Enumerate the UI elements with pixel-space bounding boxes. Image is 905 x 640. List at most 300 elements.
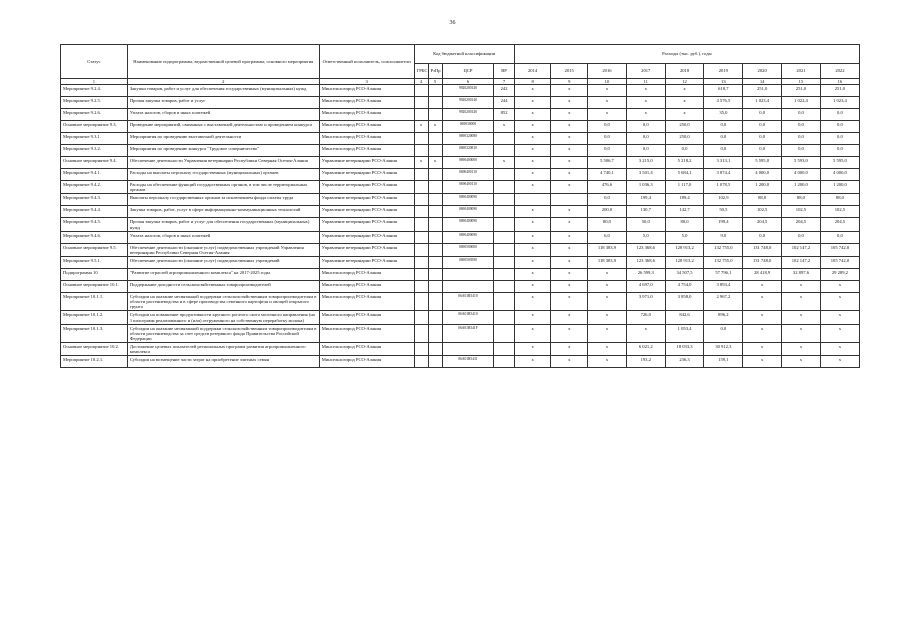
cell-year-2014: x <box>514 109 551 121</box>
cell-year-2021: x <box>782 280 821 292</box>
cell-grbs <box>414 145 428 157</box>
cell-year-2020: 1 023,4 <box>743 97 782 109</box>
cell-name: Расходы на выплаты персоналу государственных (муниципальных) органов <box>127 169 319 181</box>
column-number: 14 <box>743 79 782 85</box>
table-row <box>61 169 860 181</box>
cell-year-2019: 3 313,1 <box>704 157 743 169</box>
cell-year-2015: x <box>551 243 588 256</box>
cell-vr: 852 <box>494 109 514 121</box>
cell-year-2021: x <box>782 343 821 356</box>
cell-year-2021: 0,0 <box>782 121 821 133</box>
cell-csr: 06А01R5431 <box>442 356 494 368</box>
column-number: 1 <box>61 79 128 85</box>
cell-executor: Минсельхозпрод РСО-Алания <box>319 356 414 368</box>
cell-year-2020: 251,0 <box>743 85 782 97</box>
cell-status: Мероприятие 10.2.1. <box>61 356 128 368</box>
cell-year-2022: x <box>820 311 859 324</box>
cell-csr: 0690400090 <box>442 218 494 231</box>
cell-csr: 06А01R5410 <box>442 311 494 324</box>
cell-year-2015: x <box>551 231 588 243</box>
cell-year-2018: 18 033,3 <box>665 343 704 356</box>
cell-grbs <box>414 194 428 206</box>
table-row <box>61 157 860 169</box>
cell-year-2020: x <box>743 343 782 356</box>
cell-year-2015: x <box>551 218 588 231</box>
cell-name: Выплаты персоналу государственных органов за исключением фонда оплаты труда <box>127 194 319 206</box>
cell-rzpr <box>428 218 442 231</box>
cell-vr <box>494 324 514 342</box>
cell-year-2019: 9,0 <box>704 231 743 243</box>
cell-executor: Минсельхозпрод РСО-Алания <box>319 121 414 133</box>
cell-vr <box>494 256 514 268</box>
cell-year-2018: 3 858,0 <box>665 292 704 310</box>
cell-grbs <box>414 85 428 97</box>
cell-csr: 9920200140 <box>442 97 494 109</box>
cell-year-2016: x <box>588 356 627 368</box>
cell-status: Подпрограмма 10 <box>61 268 128 280</box>
cell-csr: 0690400090 <box>442 194 494 206</box>
cell-name: Поддержание доходности сельскохозяйственных товаропроизводителей <box>127 280 319 292</box>
cell-rzpr <box>428 324 442 342</box>
cell-year-2018: 5 684,1 <box>665 169 704 181</box>
cell-grbs <box>414 206 428 218</box>
cell-year-2019: 132 755,0 <box>704 243 743 256</box>
cell-grbs <box>414 268 428 280</box>
cell-year-2020: 5 595,0 <box>743 157 782 169</box>
cell-csr: 0690400090 <box>442 231 494 243</box>
cell-vr <box>494 133 514 145</box>
cell-year-2022: x <box>820 324 859 342</box>
cell-year-2017: 3 501,4 <box>626 169 665 181</box>
cell-vr <box>494 311 514 324</box>
cell-grbs <box>414 356 428 368</box>
cell-executor: Управление ветеринарии РСО-Алания <box>319 231 414 243</box>
cell-year-2019: 0,0 <box>704 145 743 157</box>
cell-year-2020: 204,5 <box>743 218 782 231</box>
cell-executor: Минсельхозпрод РСО-Алания <box>319 343 414 356</box>
cell-status: Основное мероприятие 9.4. <box>61 157 128 169</box>
table-row <box>61 206 860 218</box>
cell-year-2018: x <box>665 85 704 97</box>
cell-csr <box>442 343 494 356</box>
cell-year-2014: x <box>514 218 551 231</box>
cell-year-2022: x <box>820 280 859 292</box>
header-name: Наименование подпрограммы, ведомственной целевой программы, основного мероприятия <box>127 45 319 79</box>
cell-rzpr <box>428 280 442 292</box>
column-number: 10 <box>588 79 627 85</box>
column-number: 6 <box>442 79 494 85</box>
cell-status: Мероприятие 10.1.2. <box>61 311 128 324</box>
cell-year-2022: x <box>820 343 859 356</box>
cell-grbs: x <box>414 121 428 133</box>
cell-status: Мероприятие 9.4.1. <box>61 169 128 181</box>
cell-year-2014 <box>514 194 551 206</box>
cell-year-2019: 0,0 <box>704 121 743 133</box>
cell-grbs <box>414 97 428 109</box>
cell-year-2022: 102,5 <box>820 206 859 218</box>
header-year: 2018 <box>665 64 704 79</box>
cell-grbs: x <box>414 157 428 169</box>
cell-csr: 9920200140 <box>442 85 494 97</box>
cell-status: Мероприятие 10.1.3. <box>61 324 128 342</box>
cell-year-2020: x <box>743 311 782 324</box>
table-row <box>61 243 860 256</box>
cell-year-2022: 105 742,0 <box>820 243 859 256</box>
cell-year-2019: 132 755,0 <box>704 256 743 268</box>
cell-executor: Минсельхозпрод РСО-Алания <box>319 85 414 97</box>
cell-name: Обеспечение деятельности (оказание услуг) подведомственных учреждений <box>127 256 319 268</box>
cell-name: Достижение целевых показателей региональных программ развития агропромышленного комплекса <box>127 343 319 356</box>
cell-vr <box>494 218 514 231</box>
cell-year-2016: x <box>588 292 627 310</box>
cell-year-2020: x <box>743 324 782 342</box>
table-row <box>61 324 860 342</box>
cell-executor: Минсельхозпрод РСО-Алания <box>319 109 414 121</box>
cell-rzpr <box>428 181 442 194</box>
cell-year-2022: 251,0 <box>820 85 859 97</box>
cell-year-2017: x <box>626 85 665 97</box>
cell-name: Субсидии на оказание несвязанной поддержки сельскохозяйственным товаропроизводителям в области растениеводства за счет средств резервного фонда Правительства Российской Федерации <box>127 324 319 342</box>
cell-year-2018: 1 053,4 <box>665 324 704 342</box>
cell-year-2016: x <box>588 280 627 292</box>
header-expenses: Расходы (тыс. руб.), годы <box>514 45 859 64</box>
cell-year-2018: 4 754,0 <box>665 280 704 292</box>
cell-year-2021: 0,0 <box>782 133 821 145</box>
cell-grbs <box>414 181 428 194</box>
cell-vr <box>494 206 514 218</box>
cell-rzpr <box>428 133 442 145</box>
cell-status: Основное мероприятие 10.1. <box>61 280 128 292</box>
cell-csr: 0690500590 <box>442 256 494 268</box>
cell-executor: Управление ветеринарии РСО-Алания <box>319 256 414 268</box>
cell-year-2015: x <box>551 256 588 268</box>
cell-year-2016: x <box>588 343 627 356</box>
cell-vr: x <box>494 121 514 133</box>
header-year: 2016 <box>588 64 627 79</box>
cell-rzpr <box>428 243 442 256</box>
cell-year-2022: 29 289,2 <box>820 268 859 280</box>
cell-vr: x <box>494 157 514 169</box>
cell-year-2015: x <box>551 157 588 169</box>
cell-year-2015: x <box>551 268 588 280</box>
cell-year-2016: 118 383,9 <box>588 256 627 268</box>
cell-year-2015: x <box>551 145 588 157</box>
cell-year-2017: 1 036,3 <box>626 181 665 194</box>
cell-year-2019: 3 893,4 <box>704 280 743 292</box>
cell-year-2021: 102,5 <box>782 206 821 218</box>
cell-year-2014: x <box>514 343 551 356</box>
cell-year-2019: 2 967,2 <box>704 292 743 310</box>
cell-rzpr: x <box>428 157 442 169</box>
cell-name: "Развитие отраслей агропромышленного комплекса" на 2017-2025 годы <box>127 268 319 280</box>
cell-status: Мероприятие 9.4.2. <box>61 181 128 194</box>
cell-name: Обеспечение деятельности Управления ветеринарии Республики Северная Осетия-Алания <box>127 157 319 169</box>
cell-name: Закупка товаров, работ, услуг в сфере информационно-коммуникационных технологий <box>127 206 319 218</box>
cell-csr: 9920200140 <box>442 109 494 121</box>
cell-year-2022: 0,0 <box>820 145 859 157</box>
header-year: 2021 <box>782 64 821 79</box>
cell-year-2017: 5,0 <box>626 231 665 243</box>
cell-year-2017: 4 697,0 <box>626 280 665 292</box>
cell-year-2017: x <box>626 97 665 109</box>
cell-year-2019: 4 576,5 <box>704 97 743 109</box>
cell-grbs <box>414 280 428 292</box>
table-row <box>61 109 860 121</box>
cell-year-2020: 1 200,0 <box>743 181 782 194</box>
cell-year-2016: x <box>588 268 627 280</box>
cell-year-2016: 200,0 <box>588 206 627 218</box>
cell-year-2022: 0,0 <box>820 133 859 145</box>
cell-year-2022: 1 200,0 <box>820 181 859 194</box>
cell-year-2022: 5 595,0 <box>820 157 859 169</box>
header-status: Статус <box>61 45 128 79</box>
table-row <box>61 218 860 231</box>
cell-year-2015: x <box>551 324 588 342</box>
cell-name: Мероприятия по проведению выставочной деятельности <box>127 133 319 145</box>
cell-year-2015: x <box>551 181 588 194</box>
cell-year-2020: x <box>743 292 782 310</box>
cell-year-2014: x <box>514 121 551 133</box>
cell-vr <box>494 181 514 194</box>
cell-grbs <box>414 256 428 268</box>
header-year: 2022 <box>820 64 859 79</box>
cell-year-2020: 4 000,0 <box>743 169 782 181</box>
cell-name: Обеспечение деятельности (оказание услуг) подведомственных учреждений Управления ветеринарии Республики Северная Осетия-Алания <box>127 243 319 256</box>
cell-csr: 0690400110 <box>442 181 494 194</box>
cell-year-2014: x <box>514 292 551 310</box>
table-row <box>61 343 860 356</box>
cell-csr: 0690320080 <box>442 133 494 145</box>
cell-year-2021: 32 897,6 <box>782 268 821 280</box>
cell-rzpr <box>428 97 442 109</box>
cell-year-2016: x <box>588 85 627 97</box>
cell-year-2017: 123 368,6 <box>626 256 665 268</box>
column-number: 15 <box>782 79 821 85</box>
table-row <box>61 256 860 268</box>
table-row <box>61 280 860 292</box>
cell-executor: Минсельхозпрод РСО-Алания <box>319 133 414 145</box>
cell-csr: 0690400000 <box>442 157 494 169</box>
cell-year-2020: 131 748,0 <box>743 256 782 268</box>
cell-status: Основное мероприятие 9.5. <box>61 243 128 256</box>
cell-year-2015: x <box>551 97 588 109</box>
cell-executor: Управление ветеринарии РСО-Алания <box>319 243 414 256</box>
cell-executor: Управление ветеринарии РСО-Алания <box>319 181 414 194</box>
cell-year-2019: 102,9 <box>704 194 743 206</box>
cell-year-2014: x <box>514 268 551 280</box>
cell-csr: 0690400090 <box>442 206 494 218</box>
cell-year-2019: 159,1 <box>704 356 743 368</box>
column-number: 13 <box>704 79 743 85</box>
cell-vr <box>494 268 514 280</box>
cell-vr <box>494 356 514 368</box>
table-row <box>61 231 860 243</box>
cell-vr: 242 <box>494 85 514 97</box>
table-row <box>61 292 860 310</box>
cell-year-2022: 0,0 <box>820 109 859 121</box>
cell-csr <box>442 280 494 292</box>
cell-year-2017: x <box>626 109 665 121</box>
cell-year-2016: 0,0 <box>588 121 627 133</box>
cell-rzpr: x <box>428 121 442 133</box>
cell-year-2017: 50,0 <box>626 218 665 231</box>
cell-year-2019: 50,5 <box>704 206 743 218</box>
cell-year-2014: x <box>514 181 551 194</box>
cell-status: Мероприятие 9.4.5. <box>61 218 128 231</box>
cell-year-2022: 0,0 <box>820 121 859 133</box>
cell-year-2019: 618,7 <box>704 85 743 97</box>
cell-vr <box>494 194 514 206</box>
table-row <box>61 121 860 133</box>
header-year: 2019 <box>704 64 743 79</box>
header-budget-code: Код бюджетной классификации <box>414 45 514 64</box>
cell-year-2017: 3 971,0 <box>626 292 665 310</box>
cell-year-2021: 4 000,0 <box>782 169 821 181</box>
cell-csr: 0690500000 <box>442 243 494 256</box>
header-vr: ВР <box>494 64 514 79</box>
cell-year-2015: x <box>551 343 588 356</box>
cell-year-2019: 1 078,5 <box>704 181 743 194</box>
cell-grbs <box>414 218 428 231</box>
cell-year-2016: x <box>588 109 627 121</box>
cell-year-2017: 6 021,2 <box>626 343 665 356</box>
cell-year-2020: 0,0 <box>743 145 782 157</box>
cell-name: Закупки товаров, работ и услуг для обеспечения государственных (муниципальных) нужд <box>127 85 319 97</box>
cell-year-2017: 123 368,6 <box>626 243 665 256</box>
cell-year-2022: 4 000,0 <box>820 169 859 181</box>
cell-status: Мероприятие 9.5.1. <box>61 256 128 268</box>
cell-rzpr <box>428 145 442 157</box>
cell-year-2017: 726,0 <box>626 311 665 324</box>
cell-year-2014: x <box>514 243 551 256</box>
cell-year-2015: x <box>551 121 588 133</box>
cell-status: Основное мероприятие 10.2. <box>61 343 128 356</box>
cell-status: Мероприятие 9.4.6. <box>61 231 128 243</box>
cell-year-2014: x <box>514 256 551 268</box>
cell-year-2022: 88,0 <box>820 194 859 206</box>
cell-executor: Управление ветеринарии РСО-Алания <box>319 157 414 169</box>
cell-csr: 0690400110 <box>442 169 494 181</box>
cell-grbs <box>414 109 428 121</box>
cell-vr: 244 <box>494 97 514 109</box>
cell-executor: Минсельхозпрод РСО-Алания <box>319 324 414 342</box>
cell-year-2019: 0,0 <box>704 324 743 342</box>
cell-year-2019: 35,0 <box>704 109 743 121</box>
table-row <box>61 97 860 109</box>
cell-rzpr <box>428 109 442 121</box>
table-row <box>61 85 860 97</box>
cell-year-2017: 199,4 <box>626 194 665 206</box>
header-year: 2015 <box>551 64 588 79</box>
cell-grbs <box>414 343 428 356</box>
column-number: 8 <box>514 79 551 85</box>
cell-year-2019: 199,4 <box>704 218 743 231</box>
cell-year-2016: 476,6 <box>588 181 627 194</box>
cell-csr: 069030000 <box>442 121 494 133</box>
cell-vr <box>494 231 514 243</box>
cell-year-2016: 4 740,1 <box>588 169 627 181</box>
table-row <box>61 133 860 145</box>
cell-year-2020: 0,0 <box>743 109 782 121</box>
header-csr: ЦСР <box>442 64 494 79</box>
cell-year-2015: x <box>551 85 588 97</box>
header-grbs: ГРБС <box>414 64 428 79</box>
cell-grbs <box>414 243 428 256</box>
cell-name: Уплата налогов, сборов и иных платежей <box>127 231 319 243</box>
cell-year-2015: x <box>551 206 588 218</box>
cell-year-2014: x <box>514 97 551 109</box>
cell-year-2014: x <box>514 169 551 181</box>
column-number: 5 <box>428 79 442 85</box>
cell-status: Мероприятие 9.3.2. <box>61 145 128 157</box>
header-year: 2017 <box>626 64 665 79</box>
cell-grbs <box>414 292 428 310</box>
cell-year-2015: x <box>551 292 588 310</box>
cell-year-2020: 28 418,9 <box>743 268 782 280</box>
cell-year-2018: 5,0 <box>665 231 704 243</box>
cell-rzpr <box>428 206 442 218</box>
cell-executor: Минсельхозпрод РСО-Алания <box>319 292 414 310</box>
cell-vr <box>494 343 514 356</box>
cell-year-2022: x <box>820 356 859 368</box>
header-year: 2014 <box>514 64 551 79</box>
cell-year-2021: 1 200,0 <box>782 181 821 194</box>
cell-year-2015: x <box>551 109 588 121</box>
cell-year-2021: x <box>782 311 821 324</box>
budget-table <box>60 44 860 368</box>
cell-year-2017: 130,7 <box>626 206 665 218</box>
cell-rzpr <box>428 85 442 97</box>
cell-year-2016: 118 383,9 <box>588 243 627 256</box>
cell-status: Мероприятие 9.2.4. <box>61 85 128 97</box>
cell-name: Прочая закупка товаров, работ и услуг <box>127 97 319 109</box>
column-number: 9 <box>551 79 588 85</box>
cell-year-2018: 236,3 <box>665 356 704 368</box>
cell-vr <box>494 292 514 310</box>
cell-year-2019: 3 874,4 <box>704 169 743 181</box>
cell-grbs <box>414 169 428 181</box>
column-number: 12 <box>665 79 704 85</box>
cell-year-2018: 5 218,2 <box>665 157 704 169</box>
cell-status: Мероприятие 9.2.6. <box>61 109 128 121</box>
cell-year-2014: x <box>514 85 551 97</box>
cell-year-2019: 30 912,3 <box>704 343 743 356</box>
cell-status: Мероприятие 9.3.1. <box>61 133 128 145</box>
cell-vr <box>494 280 514 292</box>
cell-grbs <box>414 231 428 243</box>
cell-executor: Минсельхозпрод РСО-Алания <box>319 145 414 157</box>
cell-year-2014: x <box>514 157 551 169</box>
cell-year-2015 <box>551 194 588 206</box>
cell-year-2017: 193,2 <box>626 356 665 368</box>
cell-year-2014: x <box>514 231 551 243</box>
cell-rzpr <box>428 231 442 243</box>
cell-year-2020: 102,5 <box>743 206 782 218</box>
cell-year-2021: 251,0 <box>782 85 821 97</box>
cell-year-2018: 189,4 <box>665 194 704 206</box>
cell-year-2017: 3 215,0 <box>626 157 665 169</box>
cell-year-2018: 128 913,2 <box>665 243 704 256</box>
cell-year-2014: x <box>514 324 551 342</box>
cell-year-2015: x <box>551 133 588 145</box>
table-body <box>61 85 860 368</box>
cell-year-2016: 80,0 <box>588 218 627 231</box>
cell-year-2014: x <box>514 206 551 218</box>
cell-year-2016: x <box>588 324 627 342</box>
cell-year-2016: 0,0 <box>588 145 627 157</box>
cell-rzpr <box>428 194 442 206</box>
cell-year-2020: 88,0 <box>743 194 782 206</box>
